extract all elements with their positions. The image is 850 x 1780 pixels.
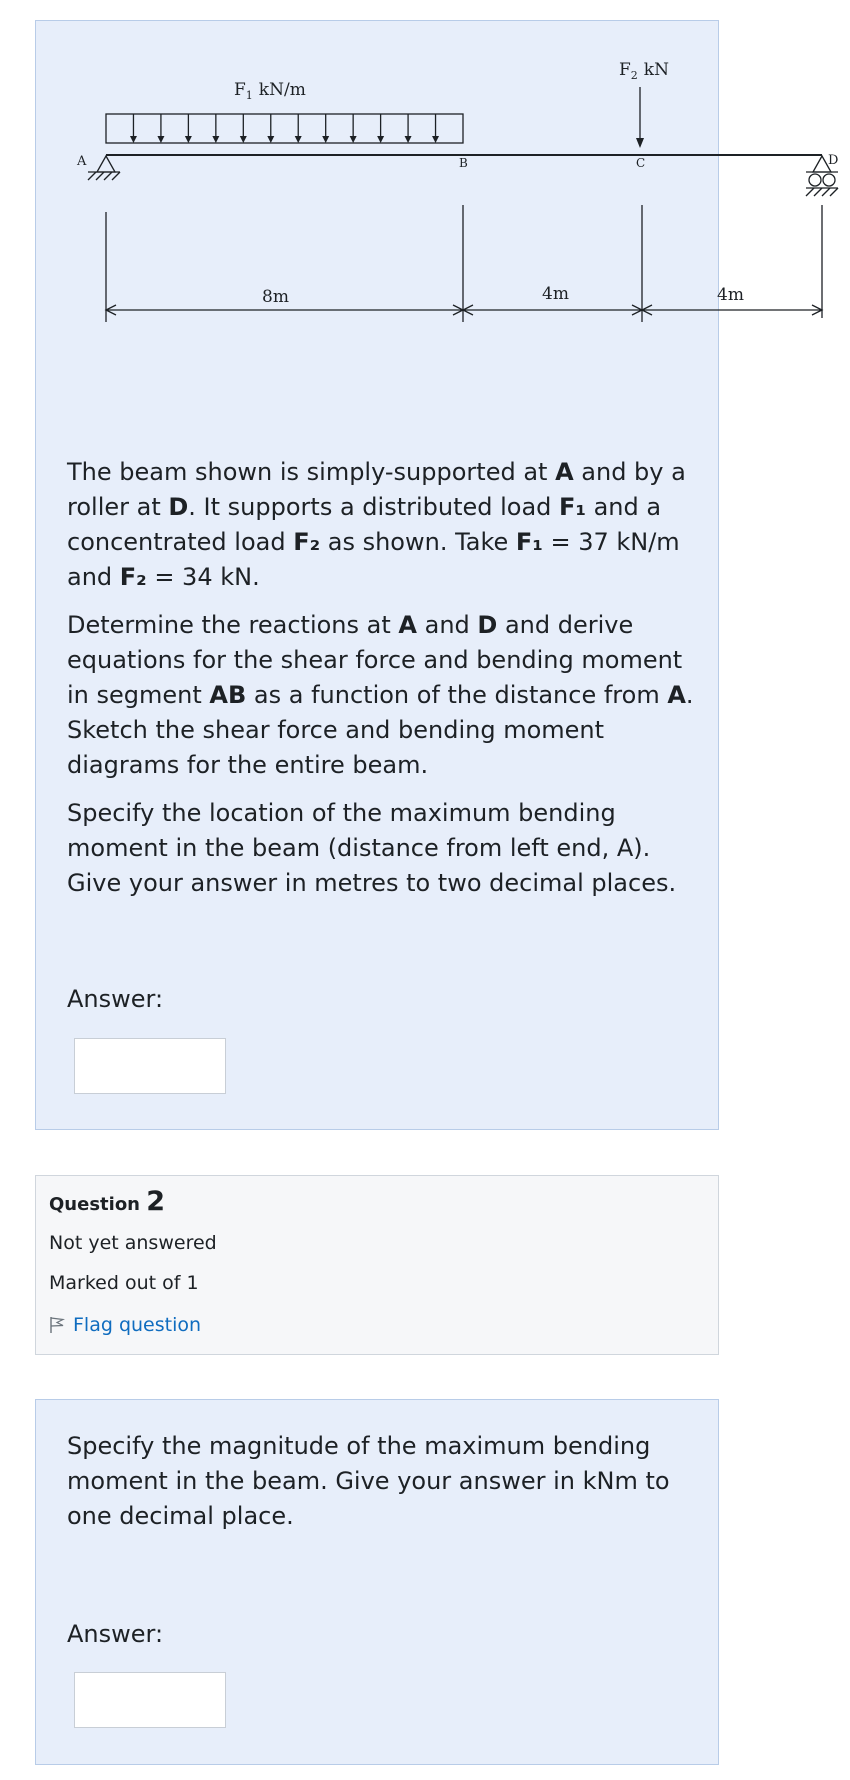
point-b-label: B [459, 156, 468, 170]
udl-arrow-head [240, 136, 247, 143]
question-2-text: Specify the magnitude of the maximum bending moment in the beam. Give your answer in kNm to one decimal place. [67, 1432, 670, 1530]
udl-arrow-head [377, 136, 384, 143]
udl-arrow-head [432, 136, 439, 143]
f1-load-label: $F_1$ kN/m [234, 80, 306, 102]
question-2-info-panel [35, 1175, 719, 1355]
dimension-line [106, 305, 822, 315]
point-load-arrow [636, 87, 644, 148]
question-2-title: Question 2 [49, 1186, 166, 1217]
distributed-load [106, 114, 463, 143]
dimension-extension-lines [106, 205, 822, 322]
question-1-text [67, 455, 707, 901]
udl-arrow-head [405, 136, 412, 143]
beam-diagram [0, 0, 850, 340]
question-1-paragraph-3: Specify the location of the maximum bending moment in the beam (distance from left end, A). Give your answer in metres to two decimal places. [67, 799, 677, 897]
question-2-marks: Marked out of 1 [49, 1272, 199, 1294]
point-c-label: C [636, 156, 646, 170]
flag-icon [49, 1316, 65, 1334]
question-2-answer-input[interactable] [74, 1672, 226, 1728]
udl-arrow-head [185, 136, 192, 143]
flag-question-link[interactable] [49, 1314, 201, 1336]
udl-arrow-head [157, 136, 164, 143]
udl-arrow-head [212, 136, 219, 143]
point-d-label: D [828, 153, 839, 168]
dimension-cd-label: 4m [717, 285, 744, 305]
udl-arrow-head [350, 136, 357, 143]
question-1-answer-input[interactable] [74, 1038, 226, 1094]
udl-arrow-head [295, 136, 302, 143]
flag-question-label: Flag question [73, 1314, 202, 1336]
question-1-paragraph-1: The beam shown is simply-supported at A and by a roller at D. It supports a distributed load F₁ and a concentrated load F₂ as shown. Take F₁ = 37 kN/m and F₂ = 34 kN. [67, 458, 686, 591]
udl-arrow-head [267, 136, 274, 143]
dimension-bc-label: 4m [542, 284, 569, 304]
question-1-paragraph-2: Determine the reactions at A and D and derive equations for the shear force and bending moment in segment AB as a function of the distance from A. Sketch the shear force and bending moment diagrams for the entire beam. [67, 611, 694, 779]
question-2-status: Not yet answered [49, 1232, 217, 1254]
question-1-answer-label: Answer: [67, 985, 164, 1013]
f2-load-label: $F_2$ kN [619, 60, 669, 82]
question-2-answer-label: Answer: [67, 1620, 164, 1648]
udl-arrow-head [322, 136, 329, 143]
pin-support-icon [88, 156, 120, 180]
point-a-label: A [77, 154, 87, 169]
dimension-ab-label: 8m [262, 287, 289, 307]
udl-arrow-head [130, 136, 137, 143]
